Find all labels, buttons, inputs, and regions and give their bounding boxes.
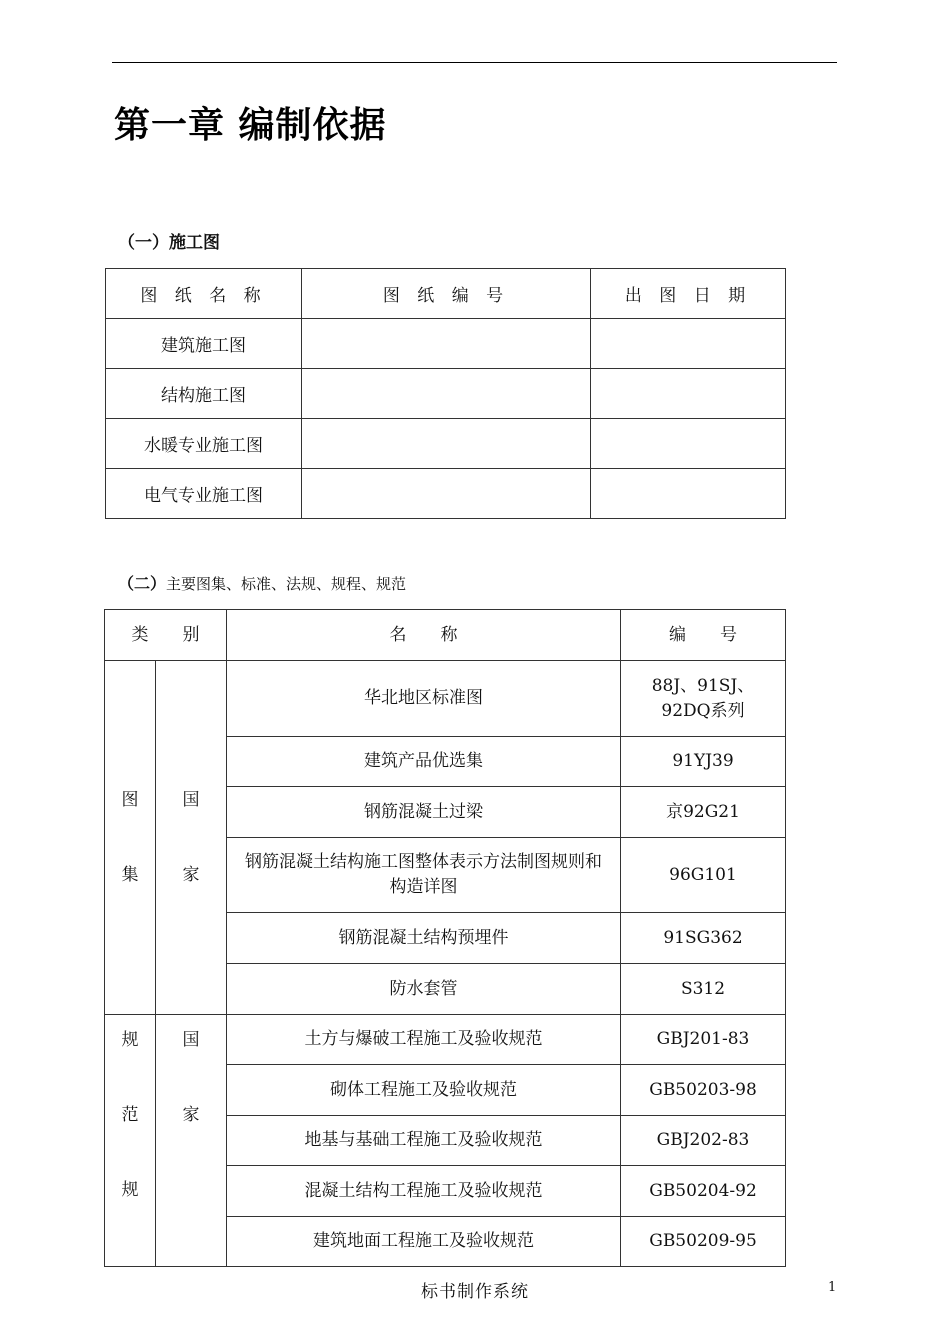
standards-table [104, 609, 786, 1267]
header-category: 类 别 [105, 610, 227, 661]
category-code-cell [105, 1015, 156, 1267]
issue-date-cell [591, 369, 786, 419]
footer-text: 标书制作系统 [421, 1282, 529, 1302]
table-row [105, 1015, 786, 1065]
category-char: 范 [121, 1105, 139, 1125]
standard-code-cell: GB50209-95 [621, 1217, 786, 1267]
drawings-table [105, 268, 786, 519]
drawing-number-cell [302, 419, 591, 469]
header-drawing-number: 图 纸 编 号 [302, 269, 591, 319]
category-char: 集 [121, 864, 139, 885]
standard-code-cell: GBJ201-83 [621, 1015, 786, 1065]
header-name: 名 称 [227, 610, 621, 661]
table-row [106, 469, 786, 519]
drawing-number-cell [302, 319, 591, 369]
section1-heading: （一）施工图 [118, 233, 220, 253]
category-char: 规 [121, 1180, 139, 1200]
issue-date-cell [591, 469, 786, 519]
standard-code-cell: GBJ202-83 [621, 1116, 786, 1166]
standard-name-cell: 混凝土结构工程施工及验收规范 [227, 1166, 621, 1217]
standard-code-cell: 91YJ39 [621, 737, 786, 787]
standard-code-cell: GB50203-98 [621, 1065, 786, 1116]
drawing-name-cell: 建筑施工图 [106, 319, 302, 369]
issue-date-cell [591, 319, 786, 369]
standard-name-cell: 钢筋混凝土结构预埋件 [227, 913, 621, 964]
table-row [105, 661, 786, 737]
standard-name-cell: 建筑产品优选集 [227, 737, 621, 787]
standard-name-cell: 建筑地面工程施工及验收规范 [227, 1217, 621, 1267]
header-rule [112, 62, 837, 63]
drawing-number-cell [302, 469, 591, 519]
standard-name-cell: 华北地区标准图 [227, 661, 621, 737]
table-row [106, 369, 786, 419]
table-header-row [105, 610, 786, 661]
page-number: 1 [828, 1280, 837, 1295]
standard-code-cell: GB50204-92 [621, 1166, 786, 1217]
standard-name-cell: 钢筋混凝土过梁 [227, 787, 621, 838]
table-header-row [106, 269, 786, 319]
category-atlas-cell [105, 661, 156, 1015]
drawing-name-cell: 水暖专业施工图 [106, 419, 302, 469]
standard-name-cell: 地基与基础工程施工及验收规范 [227, 1116, 621, 1166]
header-code: 编 号 [621, 610, 786, 661]
level-national-cell [156, 1015, 227, 1267]
standard-code-cell: 京92G21 [621, 787, 786, 838]
section2-heading [118, 573, 406, 595]
header-issue-date: 出 图 日 期 [591, 269, 786, 319]
issue-date-cell [591, 419, 786, 469]
table-row [106, 319, 786, 369]
category-char: 规 [121, 1030, 139, 1050]
section2-heading-text: 主要图集、标准、法规、规程、规范 [166, 575, 407, 593]
level-char: 国 [182, 1030, 200, 1050]
standard-name-cell: 土方与爆破工程施工及验收规范 [227, 1015, 621, 1065]
level-char: 家 [182, 1105, 200, 1125]
standard-name-cell: 防水套管 [227, 964, 621, 1015]
header-drawing-name: 图 纸 名 称 [106, 269, 302, 319]
standard-code-cell: 96G101 [621, 838, 786, 913]
standard-code-cell: 91SG362 [621, 913, 786, 964]
standard-name-cell: 砌体工程施工及验收规范 [227, 1065, 621, 1116]
standard-code-cell: S312 [621, 964, 786, 1015]
section2-heading-number: （二） [118, 574, 167, 593]
level-char: 家 [182, 864, 200, 885]
category-char: 图 [121, 789, 139, 810]
table-row [106, 419, 786, 469]
drawing-name-cell: 结构施工图 [106, 369, 302, 419]
chapter-title: 第一章 编制依据 [114, 105, 387, 146]
standard-code-cell: 88J、91SJ、92DQ系列 [621, 661, 786, 737]
standard-name-cell: 钢筋混凝土结构施工图整体表示方法制图规则和构造详图 [227, 838, 621, 913]
drawing-number-cell [302, 369, 591, 419]
level-national-cell [156, 661, 227, 1015]
level-char: 国 [182, 789, 200, 810]
drawing-name-cell: 电气专业施工图 [106, 469, 302, 519]
